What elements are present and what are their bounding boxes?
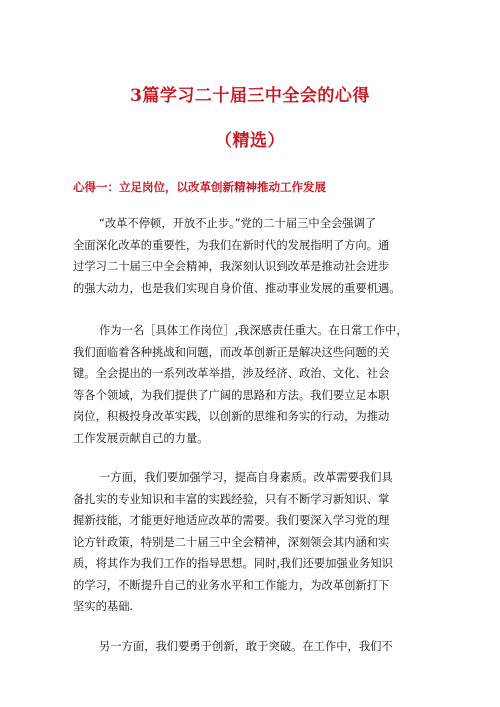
paragraph-line: 备扎实的专业知识和丰富的实践经验，只有不断学习新知识、掌 xyxy=(73,492,390,506)
paragraph-line: 握新技能，才能更好地适应改革的需要。我们要深入学习党的理 xyxy=(73,514,390,527)
document-title: 3篇学习二十届三中全会的心得 xyxy=(130,86,370,106)
paragraph-line: 另一方面，我们要勇于创新，敢于突破。在工作中，我们不 xyxy=(99,640,393,653)
document-subtitle: （精选） xyxy=(215,131,285,151)
paragraph-line: 我们面临着各种挑战和问题，而改革创新正是解决这些问题的关 xyxy=(73,345,390,359)
paragraph-line: 作为一名［具体工作岗位］,我深感责任重大。在日常工作中， xyxy=(99,324,408,337)
paragraph-3 xyxy=(73,467,433,618)
paragraph-line: 质，将其作为我们工作的指导思想。同时,我们还要加强业务知识 xyxy=(73,557,393,570)
paragraph-line: “改革不停顿，开放不止步。”党的二十届三中全会强调了 xyxy=(99,217,377,230)
paragraph-2 xyxy=(73,320,433,449)
paragraph-4 xyxy=(73,636,433,658)
paragraph-line: 过学习二十届三中全会精神，我深刻认识到改革是推动社会进步 xyxy=(73,260,390,273)
paragraph-line: 坚实的基础. xyxy=(73,600,134,613)
paragraph-line: 一方面，我们要加强学习，提高自身素质。改革需要我们具 xyxy=(99,471,393,484)
paragraph-1 xyxy=(73,213,433,299)
paragraph-line: 键。全会提出的一系列改革举措，涉及经济、政治、文化、社会 xyxy=(73,367,390,380)
paragraph-line: 岗位，积极投身改革实践，以创新的思维和务实的行动，为推动 xyxy=(73,410,390,423)
paragraph-line: 全面深化改革的重要性，为我们在新时代的发展指明了方向。通 xyxy=(73,238,390,252)
paragraph-line: 的学习，不断提升自己的业务水平和工作能力，为改革创新打下 xyxy=(73,578,390,592)
section-heading: 心得一：立足岗位，以改革创新精神推动工作发展 xyxy=(73,180,326,194)
paragraph-line: 的强大动力，也是我们实现自身价值、推动事业发展的重要机遇。 xyxy=(73,281,401,295)
paragraph-line: 工作发展贡献自己的力量。 xyxy=(73,431,209,445)
paragraph-line: 论方针政策，特别是二十届三中全会精神，深刻领会其内涵和实 xyxy=(73,535,390,549)
paragraph-line: 等各个领域，为我们提供了广阔的思路和方法。我们要立足本职 xyxy=(73,388,390,402)
